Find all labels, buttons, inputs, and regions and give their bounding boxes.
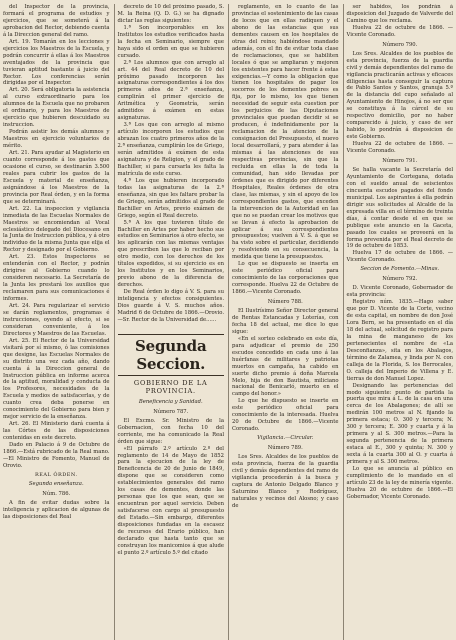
paragraph: Art. 23. Estos Inspectores se entenderán con el Rector, y podrán dirigirse al Gobierno cuando lo consideren necesario. La Secretaría de la Junta les prestará los auxilios que reclamaren para sus comunicaciones é informes. xyxy=(3,254,110,303)
subsection-heading: Segunda enseñanza. xyxy=(28,480,84,487)
paragraph: Lo que se anuncia al público en cumplimiento de lo mandado en el artículo 23 de la ley de minería vigente. Huelva 20 de octubre de 1866.—El Gobernador, Vicente Coronado. xyxy=(346,466,453,500)
paragraph: 1.ª Son incorporables en los Institutos los estudios verificados hasta la fecha en Seminario, siempre que haya sido el orden en que se hubieren cursado. xyxy=(117,24,224,59)
paragraph: «En el sorteo celebrado en este día, para adjudicar el premio de 250 escudos concedido en cada uno á las huérfanas de militares y patriotas muertos en campaña, ha cabido en suerte dicho premio á doña Marcela Melo, hija de don Bautista, miliciano nacional de Benicarló, muerto en el campo del honor.» xyxy=(232,335,339,398)
paragraph: «El párrafo 2.º artículo 2.º del reglamento de 14 de Mayo de 1852 para la ejecucion de la ley de Beneficencia de 20 de Junio de 1849, dispone que se consideren como establecimientos generales del ramo los casas de dementes, donde las personas que los que sean, que se encuentran por aquel servicio. Deben satisfacerse con cargo al presupuesto del Estado.—Sin embargo, diferentes disposiciones fundadas en la escasez de recursos del Erario público, han declarado que hasta tanto que se construyan los manicomios á que alude el punto 2.º artículo 5.º del citado xyxy=(117,445,224,556)
paragraph: D. Vicente Coronado, Gobernador de esta provincia: xyxy=(346,285,453,299)
column-4 xyxy=(343,4,454,640)
paragraph: Art. 20. Será obligatoria la asistencia al curso extraordinario para los alumnos de la Escuela que no probaren el ordinario, y para los Maestros de ejercicio que hubieren descuidado su instruccion. xyxy=(3,87,110,129)
subsection-heading: Beneficencia y Sanidad. xyxy=(138,398,203,405)
paragraph: Art. 22. La inspeccion y vigilancia inmediata de las Escuelas Normales de Maestros se encomiendan al Vocal eclesiástico delegado del Diocesano en la Junta de Instruccion pública, y á otro individuo de la misma Junta que elija el Rector y designado por el Gobierno. xyxy=(3,205,110,254)
paragraph: Huelva 22 de octubre de 1866. —Vicente Coronado. xyxy=(346,141,453,155)
paragraph: Lo que he dispuesto se inserte en este periódico oficial para conocimiento de la interesada. Huelva 20 de Octubre de 1866.—Vicente Coronado. xyxy=(232,398,339,433)
paragraph: reglamento, en lo cuanto de las provincias el sostenimiento de las casas de locos que en ellas radiquen y el abono de las estancias que sus dementes causen en los hospitales de otras del reino; habiéndose mandado además, con el fin de evitar toda clase de reclamaciones, que se habiliten locales ó que se ampliaran y mejoren los existentes para hacer frente á estas exigencias.—Y como la obligacion que tienen los hospitales de pagar los socorros de los dementes pobres es fija, por lo mismo, los que tienen necesidad de seguir esta cuestion por los perjuicios de las Diputaciones provinciales que puedan decidir si se producen, é indefinidamente por la reclamacion de la atencion de la consignacion del Presupuesto, el nuevo local desarrollará, y para atender á las mismas á las atenciones de sus respectivas provincias, sin que la recluida en ellas la de toda la comunidad, han sido llevadas por órdenes que es dirigido por diferentes Hospitales, Reales órdenes de otra clase, las mismas, y sin el apoyo de los correspondientes gastos, que exceden la intervencion de la Autoridad en las que no se puedan crear los motivos que se llevan á efecto la aprobacion de aplicar á sus correspondientes presupuestos; vuelven á V. S. á que se ha visto sobre el particular, decidiendo y resolviendo en su consecuencia, la medida que tiene la presupuestos. xyxy=(232,4,339,261)
paragraph: 2.ª Los alumnos que con arreglo al art. 44 del Real decreto de 10 del próximo pasado incorporen las asignaturas correspondientes á los dos primeros años de 2.ª enseñanza, cumplirán el primer ejercicio de Aritmética y Geometría, serán admitidos á exámen en estas asignaturas. xyxy=(117,59,224,122)
paragraph: Los Sres. Alcaldes de los pueblos de esta provincia, fuerza de la guardia civil y demás dependientes del ramo de vigilancia practicarán activas y eficaces diligencias hasta conseguir la captura de Pablo Santos y Santos, granuja 5.º de la distancia del cupo señalado al Ayuntamiento de Hinojos, á no ser que se constituya á la cárcel de su respectivo domicilio, por no haber comparecido á juicio, y caso de ser habido, lo pondrán á disposicion de este Gobierno. xyxy=(346,50,453,141)
paragraph: El Excmo. Sr. Ministro de la Gobernacion, con fecha 10 del corriente, me ha comunicado la Real órden que sigue: xyxy=(117,417,224,445)
article-number: Núm. 786. xyxy=(42,490,71,497)
paragraph: 3.ª Los que con arreglo al mismo artículo incorporen los estudios que abrazan los cuatro primeros años de la 2.ª enseñanza, cumplirán los de Griego, serán admitidos á exámen de esta asignatura y de Religion, y el grado de Bachiller, si para cursarla les falta la matrícula de este curso. xyxy=(117,122,224,177)
paragraph: Los Sres. Alcaldes de los pueblos de esta provincia, fuerza de la guardia civil y demás dependientes del ramo de vigilancia procederán á la busca y captura de Antonio Delgado Blanco y Saturnino Blanco y Rodríguez, naturales y vecinos del Alosno; y caso de xyxy=(232,454,339,509)
paragraph: Art. 21. Para ayudar al Magisterio en cuanto corresponde á los gastos que ocasione el curso, se destinarán 3.500 reales para cubrir los gastos de la Escuela y material de enseñanza, asignándose á los Maestros de la provincia por Real órden, y en la forma que se determinará. xyxy=(3,150,110,205)
article-number: Número 792. xyxy=(382,276,418,283)
paragraph: Dado en Palacio á 9 de Octubre de 1866.—Está rubricado de la Real mano.—El Ministro de Fomento, Manuel de Orovio. xyxy=(3,442,110,469)
paragraph: Art. 26. El Ministerio dará cuenta á las Córtes de las disposiciones contenidas en este decreto. xyxy=(3,421,110,442)
article-number: Número 788. xyxy=(267,299,303,306)
section-heading: REAL ÓRDEN. xyxy=(34,471,78,478)
paragraph: 5.ª A los que tuvieren título de Bachiller en Artes por haber hecho sus estudios en Seminarios á otro efecto, se les aplicarán con las mismas ventajas que prescriben las que lo reciban por otro medio, con los derechos de los títulos expedidos, si su ejercicio es en los Institutos y en los Seminarios, previo abono de la diferencia de derechos. xyxy=(117,219,224,289)
column-3 xyxy=(228,4,339,640)
paragraph: Se halla vacante la Secretaría del Ayuntamiento de Cortegana, dotada con el sueldo anual de seiscientos cincuenta escudos pagados del fondo municipal. Los aspirantes á ella podrán dirigir sus solicitudes al Alcalde de la expresada villa en el término de treinta días, á contar desde el en que se publique este anuncio en la Gaceta, pasado los cuales se proveerá en la forma prevenida por el Real decreto de 19 de octubre de 1853. xyxy=(346,166,453,250)
paragraph: Podrán asistir los demás alumnos y Maestros en ejercicio voluntarios de mérito. xyxy=(3,129,110,150)
article-number: Número 787. xyxy=(153,408,189,415)
column-2 xyxy=(114,4,225,640)
subsection-heading: Vigilancia.—Circular. xyxy=(257,435,314,442)
paragraph: Registro núm. 1835.—Hago saber que por D. Vicente de la Corte, vecino de esta capital, en nombre de don José Lora Bern, se ha presentado en el día 18 del actual, solicitud de registro para la mina de manganeso de los pertenecientes el nombre de «La Desconfianza», sita en los Abalagos, término de Zalamea, y linda por N. con calleja de la Florida, S. los Berrocales, O. calleja del Imperio de Villena y E. tierras de don Manuel Lopez. xyxy=(346,299,453,382)
section-banner: Segunda Seccion. xyxy=(118,334,225,376)
paragraph: Art. 24. Para regularizar el servicio se darán reglamentos, programas é instrucciones, oyendo al efecto, si se consideran conveniente, á los Directores y Maestros de las Escuelas. xyxy=(3,302,110,337)
paragraph: ser habidos, los pondrán á disposicion del Juzgado de Valverde del Camino que los reclama. xyxy=(346,4,453,24)
paragraph: 4.ª Los que hubieren incorporado todas las asignaturas de la 2.ª enseñanza, sin que les faltare probar la de Griego, serán admitidos al grado de Bachiller en Artes, previo exámen de Griego, según el Real decreto. xyxy=(117,177,224,219)
column-1 xyxy=(3,4,110,640)
paragraph: Art. 19. Tomarán en los lecciones y ejercicios los Maestros de la Escuela, y podrán concurrir á ellas á los Maestros aventajados de la provincia que tuvieran aptitud bastante á juicio del Rector. Los conferencias serán dirigidas por el Inspector. xyxy=(3,38,110,87)
subsection-heading: Seccion de Fomento.—Minas. xyxy=(360,266,440,273)
paragraph: decreto de 10 del próximo pasado, S. M. la Reina (Q. D. G.) se ha dignado dictar las reglas siguientes: xyxy=(117,4,224,24)
paragraph: Huelva 17 de octubre de 1866. —Vicente Coronado. xyxy=(346,250,453,264)
article-number: Número 790. xyxy=(382,41,418,48)
article-number: Número 789. xyxy=(267,445,303,452)
paragraph: Art. 25. El Rector de la Universidad visitará por sí mismo, ó las comisiones que designe, las Escuelas Normales de su distrito una vez cada año, dando cuenta á la Direccion general de Instruccion pública en informe acerca de la aptitud, moralidad y conducta de los Profesores, necesidades de la Escuela y medios de satisfacerlas, y de cuanto crea deba ponerse en conocimiento del Gobierno para bien y mejor servicio de la enseñanza. xyxy=(3,337,110,421)
paragraph: Huelva 22 de octubre de 1866. —Vicente Coronado. xyxy=(346,24,453,38)
paragraph: De Real órden lo digo á V. S. para su inteligencia y efectos consiguientes. Dios guarde á V. S. muchos años. Madrid 6 de Octubre de 1866.—Orovio.—Sr. Rector de la Universidad de...... xyxy=(117,289,224,323)
paragraph: Lo que se dispuesto se inserta en este periódico oficial para conocimiento de las corporaciones que corresponde. Huelva 22 de Octubre de 1866.—Vicente Coronado. xyxy=(232,261,339,296)
paragraph: El Ilustrísimo Señor Director general de Rentas Estancadas y Loterías, con fecha 18 del actual, me dice lo que sigue: xyxy=(232,307,339,335)
paragraph: del Inspector de la provincia, formará el programa de estudios y ejercicios, que se someterá á la aprobacion del Rector, debiendo cuenta á la Direccion general del ramo. xyxy=(3,4,110,38)
section-subheading: GOBIERNO DE LA PROVINCIA. xyxy=(133,378,208,395)
paragraph: Designando las pertenencias del modo siguiente: punto de partida la puerta que mira á L. de la casa en una cerca de los Abalagones; de allí se medirán 100 metros al N. fijando la primera estaca; O. 300 y tercera; N. 300 y tercera; E. 300 y cuarta y á la primera y al S. 300 metros.—Para la segunda pertenencia de la primera estaca al E., 300 y quinta; N. 300 y sexta á la cuarta 300 al O. y cuarta á primera y al S. 300 metros. xyxy=(346,382,453,466)
paragraph: A fin de evitar dudas sobre la inteligencia y aplicacion de algunas de las disposiciones del Real xyxy=(3,499,110,520)
article-number: Número 791. xyxy=(382,158,418,165)
